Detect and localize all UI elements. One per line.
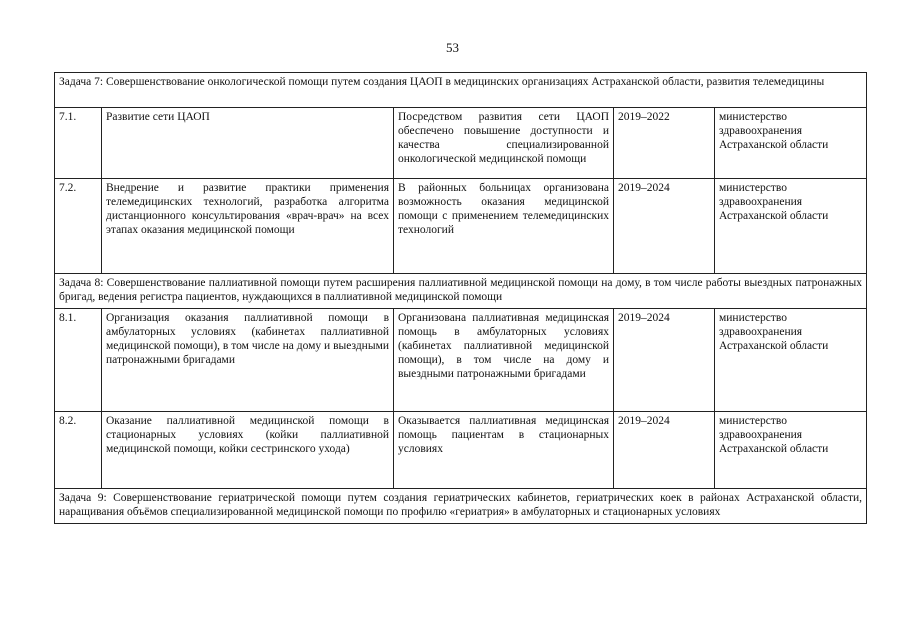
task-row bbox=[55, 73, 867, 108]
responsible-cell: министерство здравоохранения Астраханской области bbox=[715, 412, 867, 489]
page-number: 53 bbox=[446, 40, 459, 55]
table-row bbox=[55, 179, 867, 274]
row-number: 7.2. bbox=[55, 179, 102, 274]
period-cell: 2019–2024 bbox=[614, 309, 715, 412]
task-title: Задача 9: Совершенствование гериатрической помощи путем создания гериатрических кабинетов, гериатрических коек в районах Астраханской области, наращивания объёмов специализированной медицинской помощи по профилю «гериатрия» в амбулаторных и стационарных условиях bbox=[55, 489, 867, 524]
action-cell: Организация оказания паллиативной помощи в амбулаторных условиях (кабинетах паллиативной медицинской помощи), в том числе на дому и выездными патронажными бригадами bbox=[102, 309, 394, 412]
task-row bbox=[55, 489, 867, 524]
action-cell: Оказание паллиативной медицинской помощи в стационарных условиях (койки паллиативной медицинской помощи, койки сестринского ухода) bbox=[102, 412, 394, 489]
row-number: 8.2. bbox=[55, 412, 102, 489]
row-number: 8.1. bbox=[55, 309, 102, 412]
result-cell: В районных больницах организована возможность оказания медицинской помощи с применением телемедицинских технологий bbox=[394, 179, 614, 274]
period-cell: 2019–2024 bbox=[614, 179, 715, 274]
result-cell: Оказывается паллиативная медицинская помощь пациентам в стационарных условиях bbox=[394, 412, 614, 489]
responsible-cell: министерство здравоохранения Астраханской области bbox=[715, 179, 867, 274]
responsible-cell: министерство здравоохранения Астраханской области bbox=[715, 309, 867, 412]
action-plan-table bbox=[54, 72, 867, 524]
row-number: 7.1. bbox=[55, 108, 102, 179]
action-cell: Внедрение и развитие практики применения телемедицинских технологий, разработка алгоритма дистанционного консультирования «врач-врач» на всех этапах оказания медицинской помощи bbox=[102, 179, 394, 274]
table-row bbox=[55, 108, 867, 179]
responsible-cell: министерство здравоохранения Астраханской области bbox=[715, 108, 867, 179]
table-row bbox=[55, 309, 867, 412]
result-cell: Посредством развития сети ЦАОП обеспечено повышение доступности и качества специализированной онкологической медицинской помощи bbox=[394, 108, 614, 179]
table-row bbox=[55, 412, 867, 489]
task-title: Задача 8: Совершенствование паллиативной помощи путем расширения паллиативной медицинской помощи на дому, в том числе работы выездных патронажных бригад, ведения регистра пациентов, нуждающихся в паллиативной медицинской помощи bbox=[55, 274, 867, 309]
result-cell: Организована паллиативная медицинская помощь в амбулаторных условиях (кабинетах паллиативной медицинской помощи), в том числе на дому и выездными патронажными бригадами bbox=[394, 309, 614, 412]
action-cell: Развитие сети ЦАОП bbox=[102, 108, 394, 179]
period-cell: 2019–2024 bbox=[614, 412, 715, 489]
task-title: Задача 7: Совершенствование онкологической помощи путем создания ЦАОП в медицинских организациях Астраханской области, развития телемедицины bbox=[55, 73, 867, 108]
task-row bbox=[55, 274, 867, 309]
period-cell: 2019–2022 bbox=[614, 108, 715, 179]
